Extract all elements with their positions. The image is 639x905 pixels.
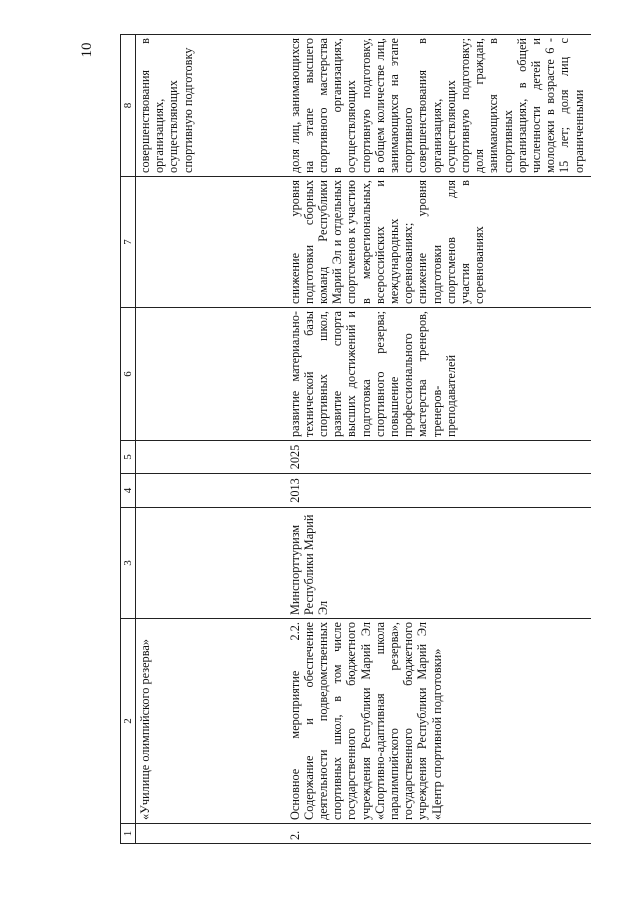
start-year (136, 474, 286, 508)
table-row (136, 35, 286, 844)
header-cell: 8 (121, 35, 136, 177)
header-cell: 6 (121, 308, 136, 441)
expected-results: развитие материально-технической базы спортивных школ, развитие спорта высших достижений и подготовка спортивного резерва; повышение профессионального мастерства тренеров, тренеров-преподавателей (286, 308, 591, 441)
row-number: 2. (286, 824, 591, 844)
executor: Минспорттуризм Республики Марий Эл (286, 508, 591, 619)
consequences: снижение уровня подготовки сборных команд Республики Марий Эл и отдельных спортсменов к участию в межрегиональных, всероссийских и международных соревнованиях; снижение уровня подготовки спортсменов для участия в соревнованиях (286, 177, 591, 308)
header-cell: 7 (121, 177, 136, 308)
measure-name: «Училище олимпийского резерва» (136, 619, 286, 824)
program-table (120, 34, 591, 844)
header-cell: 2 (121, 619, 136, 824)
header-cell: 4 (121, 474, 136, 508)
indicators: доля лиц, занимающихся на этапе высшего спортивного мастерства в организациях, осуществляющих спортивную подготовку, в общем количестве лиц, занимающихся на этапе спортивного совершенствования в организациях, осуществляющих спортивную подготовку; доля граждан, занимающихся в спортивных организациях, в общей численности детей и молодежи в возрасте 6 - 15 лет; доля лиц с ограниченными (286, 35, 591, 177)
header-cell: 3 (121, 508, 136, 619)
expected-results (136, 308, 286, 441)
end-year: 2025 (286, 441, 591, 474)
header-row (121, 35, 136, 844)
rotated-table-wrapper (120, 35, 585, 844)
measure-name: Основное мероприятие 2.2. Содержание и обеспечение деятельности подведомственных спортивных школ, в том числе государственного бюджетного учреждения Республики Марий Эл «Спортивно-адаптивная школа паралимпийского резерва», государственного бюджетного учреждения Республики Марий Эл «Центр спортивной подготовки» (286, 619, 591, 824)
indicators: совершенствования в организациях, осуществляющих спортивную подготовку (136, 35, 286, 177)
header-cell: 5 (121, 441, 136, 474)
start-year: 2013 (286, 474, 591, 508)
consequences (136, 177, 286, 308)
executor (136, 508, 286, 619)
row-number (136, 824, 286, 844)
page-number: 10 (79, 42, 95, 58)
table-row (286, 35, 591, 844)
end-year (136, 441, 286, 474)
header-cell: 1 (121, 824, 136, 844)
